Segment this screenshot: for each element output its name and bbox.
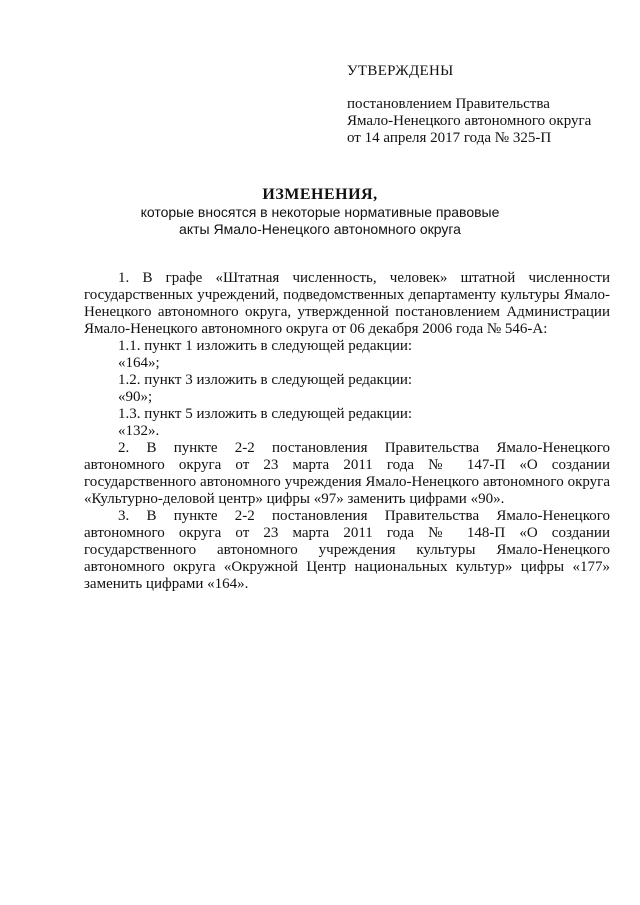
- document-title: ИЗМЕНЕНИЯ,: [262, 186, 378, 203]
- item-3-line-2: автономного округа от 23 марта 2011 года № 148-П «О создании: [84, 525, 610, 541]
- subitem-1-2-value: «90»;: [118, 389, 153, 405]
- item-1: [84, 270, 610, 440]
- approval-title: УТВЕРЖДЕНЫ: [347, 63, 454, 79]
- subitem-1-1-label: 1.1. пункт 1 изложить в следующей редакции:: [118, 338, 413, 354]
- item-1-line-2: государственных учреждений, подведомственных департаменту культуры Ямало-: [84, 287, 610, 303]
- document-body: [84, 270, 610, 593]
- item-1-line-1: 1. В графе «Штатная численность, человек» штатной численности: [118, 270, 610, 286]
- subitem-1-3-value: «132».: [118, 423, 160, 439]
- subitem-1-1-value: «164»;: [118, 355, 160, 371]
- item-3-line-4: автономного округа «Окружной Центр национальных культур» цифры «177»: [84, 559, 610, 575]
- item-2: [84, 440, 610, 508]
- approval-block: [347, 63, 607, 147]
- item-1-line-3: Ненецкого автономного округа, утвержденной постановлением Администрации: [84, 304, 610, 320]
- approval-line-3: от 14 апреля 2017 года № 325-П: [347, 130, 552, 146]
- document-subtitle-line-2: акты Ямало-Ненецкого автономного округа: [179, 221, 461, 237]
- item-3: [84, 508, 610, 593]
- item-2-line-4: «Культурно-деловой центр» цифры «97» заменить цифрами «90».: [84, 491, 505, 507]
- item-1-line-4: Ямало-Ненецкого автономного округа от 06 декабря 2006 года № 546-А:: [84, 321, 548, 337]
- item-2-line-1: 2. В пункте 2-2 постановления Правительства Ямало-Ненецкого: [118, 440, 610, 456]
- item-2-line-2: автономного округа от 23 марта 2011 года № 147-П «О создании: [84, 457, 610, 473]
- subitem-1-2-label: 1.2. пункт 3 изложить в следующей редакции:: [118, 372, 413, 388]
- subitem-1-3-label: 1.3. пункт 5 изложить в следующей редакции:: [118, 406, 413, 422]
- approval-line-2: Ямало-Ненецкого автономного округа: [347, 113, 592, 129]
- item-2-line-3: государственного автономного учреждения Ямало-Ненецкого автономного округа: [84, 474, 610, 490]
- document-subtitle-line-1: которые вносятся в некоторые нормативные правовые: [140, 204, 500, 220]
- item-3-line-5: заменить цифрами «164».: [84, 576, 249, 592]
- item-3-line-1: 3. В пункте 2-2 постановления Правительства Ямало-Ненецкого: [118, 508, 610, 524]
- approval-line-1: постановлением Правительства: [347, 96, 550, 112]
- document-heading: [0, 186, 640, 238]
- item-3-line-3: государственного автономного учреждения культуры Ямало-Ненецкого: [84, 542, 610, 558]
